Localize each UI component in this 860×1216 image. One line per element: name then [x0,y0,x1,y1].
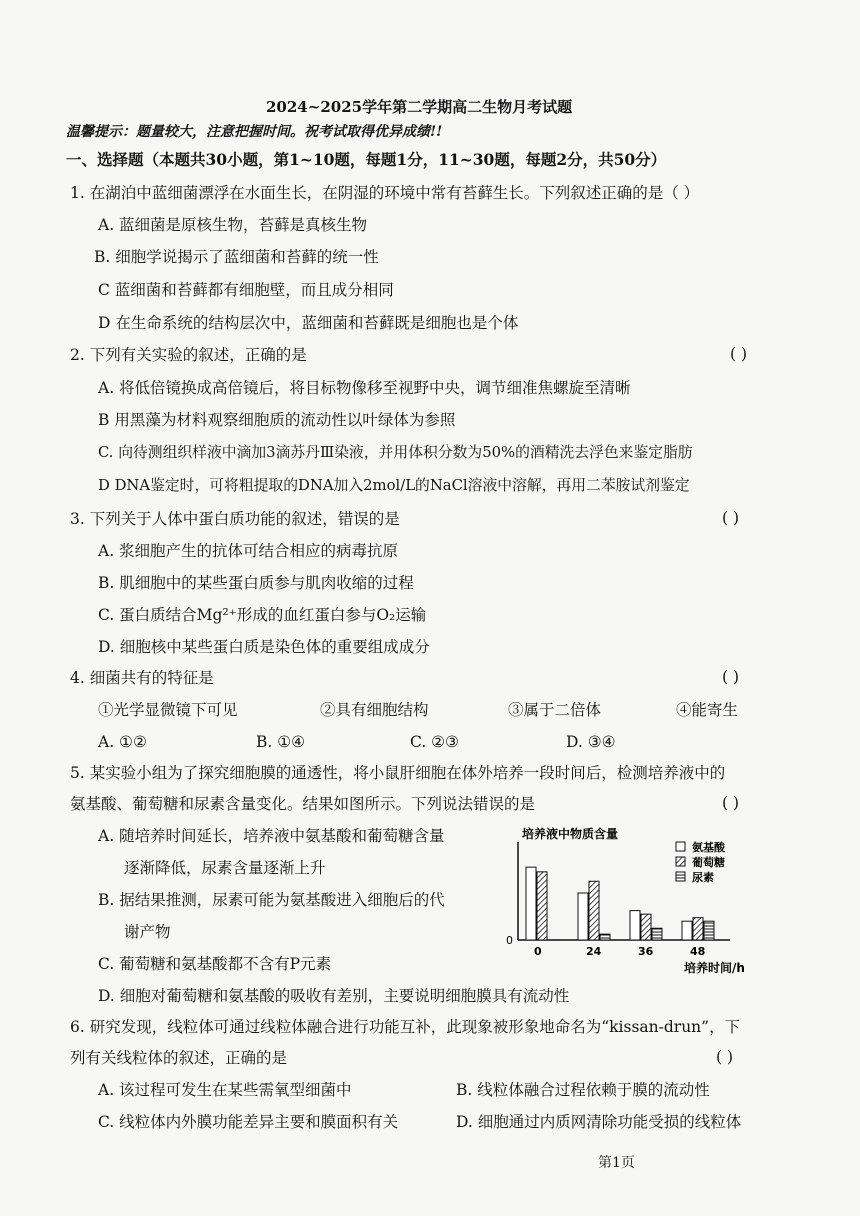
bar-氨基酸-24h [578,893,588,940]
q5-option-a-line2: 逐渐降低，尿素含量逐渐上升 [124,859,326,877]
bar-葡萄糖-48h [693,918,703,940]
q5-bar-chart [498,826,788,976]
q6-answer-paren: ( ) [716,1048,734,1066]
chart-title: 培养液中物质含量 [522,827,619,841]
bar-氨基酸-36h [630,911,640,940]
y-axis-origin-label: 0 [506,934,513,947]
q4-answer-paren: ( ) [722,668,740,686]
q4-option-a: A. ①② [98,733,147,751]
q5-chart-svg [498,826,788,976]
bar-尿素-48h [704,921,714,940]
bar-葡萄糖-36h [641,914,651,940]
q4-statement-3: ③属于二倍体 [508,701,602,719]
q3-option-d: D. 细胞核中某些蛋白质是染色体的重要组成成分 [98,638,430,656]
q5-option-b-line1: B. 据结果推测，尿素可能为氨基酸进入细胞后的代 [98,891,445,909]
q5-option-a-line1: A. 随培养时间延长，培养液中氨基酸和葡萄糖含量 [98,827,445,845]
q1-option-d: D 在生命系统的结构层次中，蓝细菌和苔藓既是细胞也是个体 [98,314,519,332]
q5-option-b-line2: 谢产物 [124,923,171,941]
q3-stem: 3. 下列关于人体中蛋白质功能的叙述，错误的是 [70,510,400,528]
q1-option-a: A. 蓝细菌是原核生物，苔藓是真核生物 [98,216,368,234]
bar-氨基酸-48h [682,921,692,940]
q6-stem-line1: 6. 研究发现，线粒体可通过线粒体融合进行功能互补，此现象被形象地命名为“kissan-drun”，下 [70,1018,741,1036]
legend-swatch [676,857,685,866]
q6-stem-line2: 列有关线粒体的叙述，正确的是 [70,1049,288,1067]
q2-option-b: B 用黑藻为材料观察细胞质的流动性以叶绿体为参照 [98,411,456,429]
legend-label: 尿素 [692,871,714,884]
q4-statement-4: ④能寄生 [676,701,739,719]
section-heading: 一、选择题（本题共30小题，第1~10题，每题1分，11~30题，每题2分，共50分） [66,150,667,169]
bar-葡萄糖-0h [537,872,547,940]
q6-option-a: A. 该过程可发生在某些需氧型细菌中 [98,1081,352,1099]
exam-title: 2024~2025学年第二学期高二生物月考试题 [266,98,573,116]
x-axis-title: 培养时间/h [684,961,745,975]
q4-statement-1: ①光学显微镜下可见 [98,701,238,719]
q6-option-b: B. 线粒体融合过程依赖于膜的流动性 [456,1081,710,1099]
q3-option-c: C. 蛋白质结合Mg²⁺形成的血红蛋白参与O₂运输 [98,606,427,624]
q5-option-c: C. 葡萄糖和氨基酸都不含有P元素 [98,955,332,973]
x-tick-label: 24 [586,945,602,958]
q3-answer-paren: ( ) [722,509,740,527]
x-tick-label: 48 [690,945,706,958]
legend-label: 葡萄糖 [692,856,725,869]
q4-stem: 4. 细菌共有的特征是 [70,669,214,687]
legend-swatch [676,842,685,851]
q2-stem: 2. 下列有关实验的叙述，正确的是 [70,346,307,364]
q2-option-c: C. 向待测组织样液中滴加3滴苏丹Ⅲ染液，并用体积分数为50%的酒精洗去浮色来鉴定脂肪 [98,444,693,461]
bar-氨基酸-0h [526,867,536,940]
q1-option-c: C 蓝细菌和苔藓都有细胞壁，而且成分相同 [98,281,394,299]
x-tick-label: 36 [638,945,654,958]
q5-option-d: D. 细胞对葡萄糖和氨基酸的吸收有差别，主要说明细胞膜具有流动性 [98,987,570,1005]
x-tick-label: 0 [534,945,542,958]
q3-option-a: A. 浆细胞产生的抗体可结合相应的病毒抗原 [98,542,399,560]
q6-option-c: C. 线粒体内外膜功能差异主要和膜面积有关 [98,1113,399,1131]
q2-option-a: A. 将低倍镜换成高倍镜后，将目标物像移至视野中央，调节细准焦螺旋至清晰 [98,379,631,397]
q3-option-b: B. 肌细胞中的某些蛋白质参与肌肉收缩的过程 [98,574,414,592]
q5-stem-line1: 5. 某实验小组为了探究细胞膜的通透性，将小鼠肝细胞在体外培养一段时间后，检测培养液中的 [70,764,726,782]
q6-option-d: D. 细胞通过内质网清除功能受损的线粒体 [456,1113,742,1131]
warm-tip: 温馨提示：题量较大，注意把握时间。祝考试取得优异成绩!! [66,124,443,140]
bar-葡萄糖-24h [589,881,599,940]
q4-statement-2: ②具有细胞结构 [320,701,429,719]
q1-stem: 1. 在湖泊中蓝细菌漂浮在水面生长，在阴湿的环境中常有苔藓生长。下列叙述正确的是（ ） [70,184,700,202]
legend-swatch [676,872,685,881]
q4-option-c: C. ②③ [410,733,459,751]
q5-stem-line2: 氨基酸、葡萄糖和尿素含量变化。结果如图所示。下列说法错误的是 [70,795,536,813]
legend-label: 氨基酸 [692,841,725,854]
bar-尿素-24h [600,934,610,940]
q4-option-b: B. ①④ [256,733,306,751]
q4-option-d: D. ③④ [566,733,616,751]
q5-answer-paren: ( ) [722,794,740,812]
bar-尿素-36h [652,928,662,940]
page-footer: 第1页 [598,1155,635,1171]
q2-option-d: D DNA鉴定时，可将粗提取的DNA加入2mol/L的NaCl溶液中溶解，再用二苯胺试剂鉴定 [98,477,690,494]
q2-answer-paren: ( ) [730,345,748,363]
q1-option-b: B. 细胞学说揭示了蓝细菌和苔藓的统一性 [94,248,379,266]
